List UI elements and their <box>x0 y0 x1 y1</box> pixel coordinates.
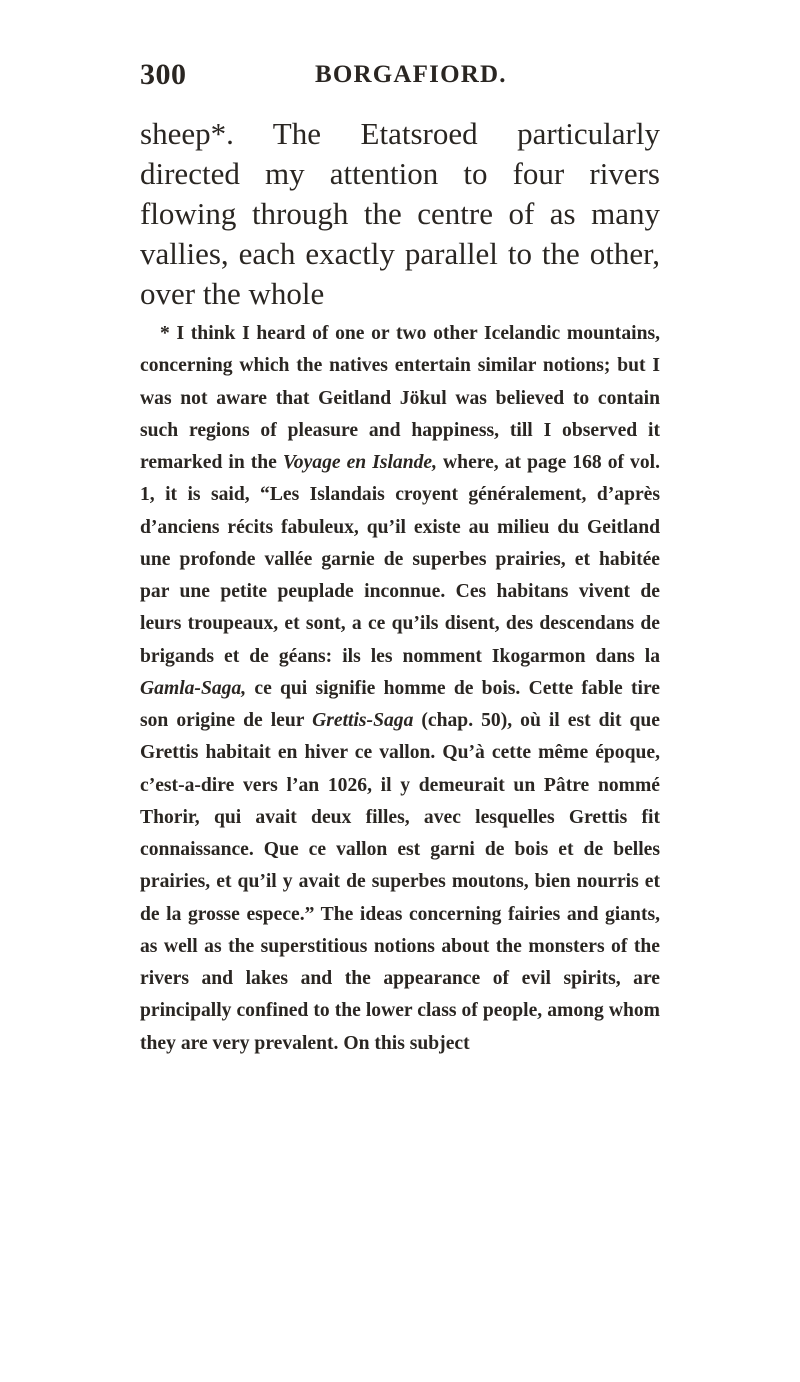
footnote-italic-voyage-en-islande: Voyage en Islande, <box>282 452 437 473</box>
page-number: 300 <box>140 58 187 91</box>
footnote-italic-gamla-saga: Gamla-Saga, <box>140 677 247 699</box>
footnote-text-4: (chap. 50), où il est dit que Grettis habitait en hiver ce vallon. Qu’à cette même époque, c’est-a-dire vers l’an 1026, il y demeurait un Pâtre nommé Thorir, qui avait deux filles, avec lesquelles Grettis fit connaissance. Que ce vallon est garni de bois et de belles prairies, et qu’il y avait de superbes moutons, bien nourris et de la grosse espece.” The ideas concerning fairies and giants, as well as the superstitious notions about the monsters of the rivers and lakes and the appearance of evil spirits, are principally confined to the lower class of people, among whom they are very prevalent. On this subject <box>140 710 660 1054</box>
footnote <box>140 318 660 1060</box>
footnote-paragraph <box>140 318 660 1060</box>
page-header <box>140 58 660 102</box>
running-head: BORGAFIORD. <box>315 61 507 88</box>
footnote-italic-grettis-saga: Grettis-Saga <box>312 710 414 731</box>
main-text-paragraph: sheep*. The Etatsroed particularly directed my attention to four rivers flowing through the centre of as many vallies, each exactly parallel to the other, over the whole <box>140 116 660 311</box>
footnote-text-1: * I think I heard of one or two other Icelandic mountains, concerning which the natives entertain similar notions; but I was not aware that Geitland Jökul was believed to contain such regions of pleasure and happiness, till I observed it remarked in the <box>140 323 660 473</box>
footnote-text-2: where, at page 168 of vol. 1, it is said, “Les Islandais croyent généralement, d’après d’anciens récits fabuleux, qu’il existe au milieu du Geitland une profonde vallée garnie de superbes prairies, et habitée par une petite peuplade inconnue. Ces habitans vivent de leurs troupeaux, et sont, a ce qu’ils disent, des descendans de brigands et de géans: ils les nomment Ikogarmon dans la <box>140 452 660 667</box>
footnote-text-3: ce qui signifie homme de bois. Cette fable tire son origine de leur <box>140 677 660 731</box>
